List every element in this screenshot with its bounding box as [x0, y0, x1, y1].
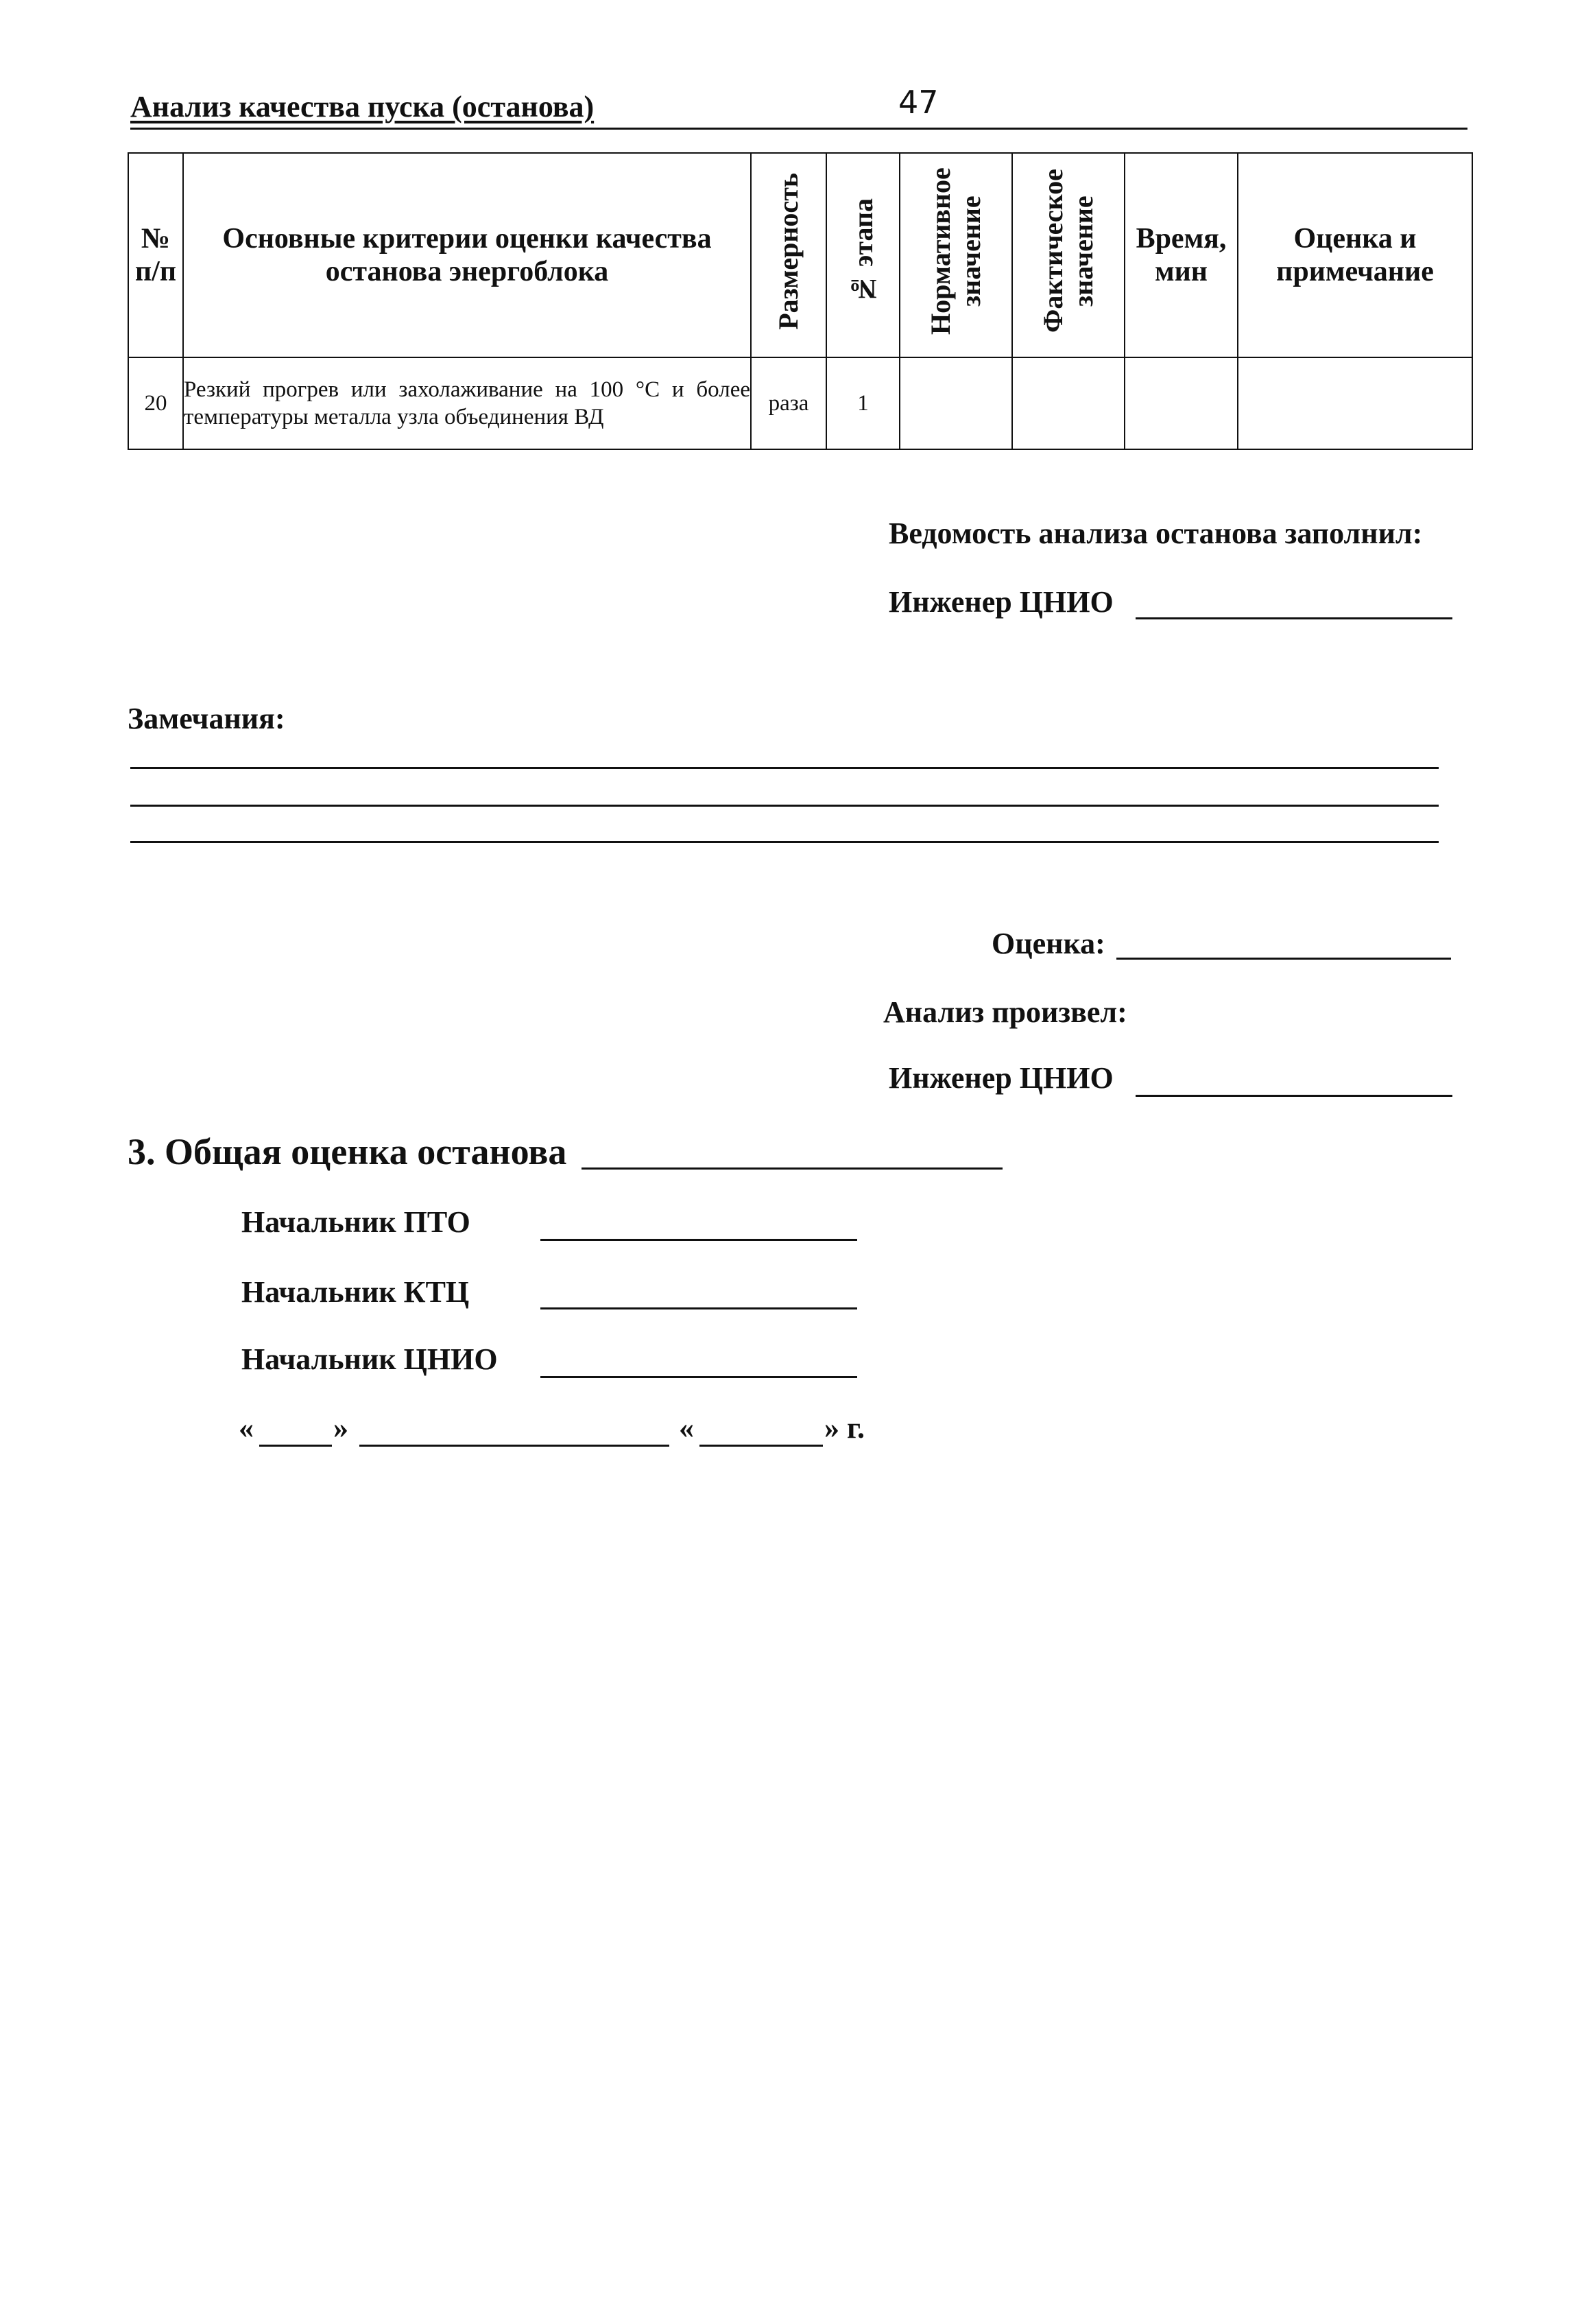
remarks-line-2[interactable] — [130, 805, 1439, 807]
overall-assessment-line[interactable] — [582, 1167, 1003, 1170]
date-year-suffix: » г. — [824, 1411, 865, 1445]
page-header — [130, 84, 1467, 130]
criteria-table — [128, 152, 1473, 450]
date-open-quote-year: « — [679, 1411, 694, 1445]
signature-label-cnio: Начальник ЦНИО — [241, 1342, 498, 1376]
date-month-line[interactable] — [359, 1445, 669, 1447]
filled-by-engineer-label: Инженер ЦНИО — [889, 585, 1114, 619]
assessment-label: Оценка: — [992, 927, 1105, 960]
header-rule — [130, 128, 1467, 130]
document-title: Анализ качества пуска (останова) — [130, 90, 595, 123]
cell-actual[interactable] — [1012, 357, 1125, 449]
signature-line-ktc[interactable] — [540, 1307, 857, 1309]
col-header-actual-label: Фактическое значение — [1038, 169, 1099, 333]
cell-stage: 1 — [826, 357, 900, 449]
cell-assessment[interactable] — [1238, 357, 1472, 449]
col-header-num: № п/п — [128, 153, 183, 357]
col-header-normative-label: Нормативное значение — [925, 167, 986, 335]
cell-normative[interactable] — [900, 357, 1012, 449]
col-header-stage-label: № этапа — [847, 198, 878, 305]
remarks-line-3[interactable] — [130, 841, 1439, 843]
col-header-time: Время, мин — [1125, 153, 1238, 357]
page-number: 47 — [898, 84, 939, 121]
date-open-quote-day: « — [239, 1411, 254, 1445]
col-header-stage — [826, 153, 900, 357]
cell-time[interactable] — [1125, 357, 1238, 449]
analysis-performed-label: Анализ произвел: — [883, 995, 1127, 1029]
table-header-row — [128, 153, 1472, 357]
filled-by-signature-line[interactable] — [1136, 617, 1452, 619]
overall-heading: 3. Общая оценка останова — [128, 1131, 567, 1172]
col-header-criteria: Основные критерии оценки качества останова энергоблока — [183, 153, 751, 357]
cell-num: 20 — [128, 357, 183, 449]
col-header-dimension-label: Размерность — [773, 172, 804, 330]
table-row — [128, 357, 1472, 449]
col-header-actual — [1012, 153, 1125, 357]
date-year-line[interactable] — [699, 1445, 823, 1447]
signature-label-pto: Начальник ПТО — [241, 1205, 470, 1239]
assessment-line[interactable] — [1116, 958, 1451, 960]
filled-by-label: Ведомость анализа останова заполнил: — [889, 517, 1423, 550]
cell-dimension: раза — [751, 357, 826, 449]
analysis-engineer-label: Инженер ЦНИО — [889, 1061, 1114, 1095]
remarks-label: Замечания: — [128, 702, 285, 735]
cell-criteria: Резкий прогрев или захолаживание на 100 °С и более температуры металла узла объединения ВД — [183, 357, 751, 449]
col-header-dimension — [751, 153, 826, 357]
col-header-normative — [900, 153, 1012, 357]
analysis-signature-line[interactable] — [1136, 1095, 1452, 1097]
signature-label-ktc: Начальник КТЦ — [241, 1275, 470, 1309]
col-header-assessment: Оценка и примечание — [1238, 153, 1472, 357]
date-close-quote-day: » — [333, 1411, 348, 1445]
remarks-line-1[interactable] — [130, 767, 1439, 769]
signature-line-cnio[interactable] — [540, 1376, 857, 1378]
signature-line-pto[interactable] — [540, 1239, 857, 1241]
date-day-line[interactable] — [259, 1445, 332, 1447]
